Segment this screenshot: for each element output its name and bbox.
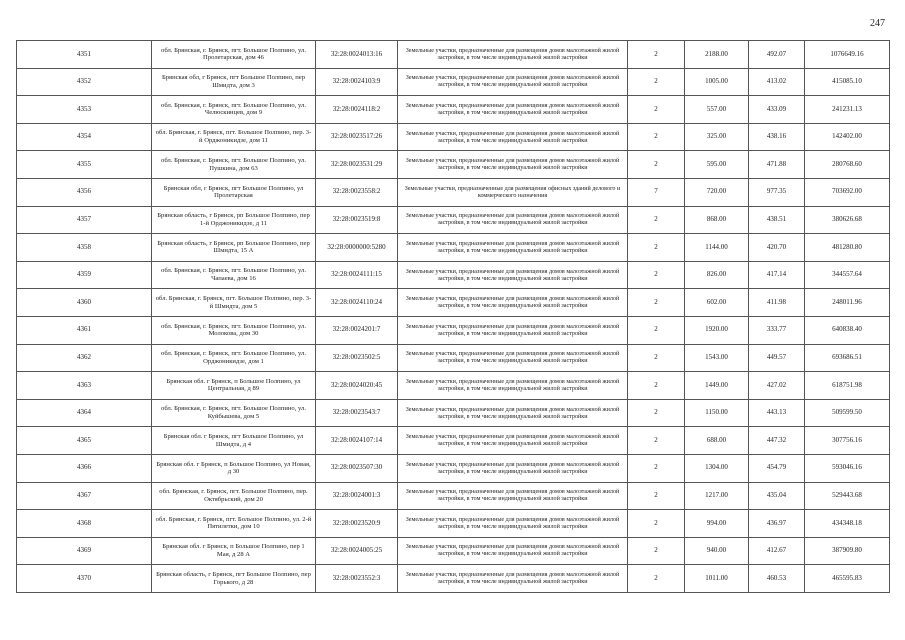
specific-value-cell: 411.98 <box>749 289 805 317</box>
table-row <box>17 178 890 206</box>
permitted-use-cell: Земельные участки, предназначенные для размещения домов малоэтажной жилой застройки, в том числе индивидуальной жилой застройки <box>398 316 628 344</box>
row-number-cell: 4353 <box>17 96 152 124</box>
use-group-cell: 7 <box>628 178 685 206</box>
row-number-cell: 4356 <box>17 178 152 206</box>
cadastral-value-cell: 142402.00 <box>805 123 890 151</box>
permitted-use-cell: Земельные участки, предназначенные для размещения домов малоэтажной жилой застройки, в том числе индивидуальной жилой застройки <box>398 41 628 69</box>
permitted-use-cell: Земельные участки, предназначенные для размещения домов малоэтажной жилой застройки, в том числе индивидуальной жилой застройки <box>398 537 628 565</box>
cadastral-value-cell: 248011.96 <box>805 289 890 317</box>
table-row <box>17 316 890 344</box>
address-cell: обл. Брянская, г. Брянск, пгт. Большое Полпино, ул. Челюскинцев, дом 9 <box>152 96 316 124</box>
area-cell: 868.00 <box>685 206 749 234</box>
table-row <box>17 399 890 427</box>
specific-value-cell: 449.57 <box>749 344 805 372</box>
use-group-cell: 2 <box>628 537 685 565</box>
table-row <box>17 537 890 565</box>
cadastral-value-cell: 387909.80 <box>805 537 890 565</box>
row-number-cell: 4354 <box>17 123 152 151</box>
address-cell: обл. Брянская, г. Брянск, пгт. Большое Полпино, пер. 3-й Шмидта, дом 5 <box>152 289 316 317</box>
cadastral-number-cell: 32:28:0024020:45 <box>316 372 398 400</box>
cadastral-value-cell: 415085.10 <box>805 68 890 96</box>
cadastral-number-cell: 32:28:0024201:7 <box>316 316 398 344</box>
use-group-cell: 2 <box>628 565 685 593</box>
table-row <box>17 68 890 96</box>
cadastral-value-cell: 703692.00 <box>805 178 890 206</box>
cadastral-number-cell: 32:28:0023558:2 <box>316 178 398 206</box>
specific-value-cell: 460.53 <box>749 565 805 593</box>
cadastral-value-cell: 593046.16 <box>805 454 890 482</box>
specific-value-cell: 443.13 <box>749 399 805 427</box>
table-row <box>17 261 890 289</box>
cadastral-value-cell: 529443.68 <box>805 482 890 510</box>
table-row <box>17 482 890 510</box>
table-row <box>17 565 890 593</box>
address-cell: Брянская обл. г Брянск, п Большое Полпино, пер 1 Мая, д 28 А <box>152 537 316 565</box>
cadastral-number-cell: 32:28:0023502:5 <box>316 344 398 372</box>
cadastral-value-cell: 307756.16 <box>805 427 890 455</box>
specific-value-cell: 492.07 <box>749 41 805 69</box>
cadastral-value-cell: 481280.80 <box>805 234 890 262</box>
specific-value-cell: 471.88 <box>749 151 805 179</box>
table-row <box>17 151 890 179</box>
address-cell: Брянская область, г Брянск, рп Большое Полпино, пер Шмидта, 15 А <box>152 234 316 262</box>
permitted-use-cell: Земельные участки, предназначенные для размещения домов малоэтажной жилой застройки, в том числе индивидуальной жилой застройки <box>398 68 628 96</box>
cadastral-number-cell: 32:28:0024001:3 <box>316 482 398 510</box>
cadastral-value-cell: 618751.98 <box>805 372 890 400</box>
address-cell: Брянская обл. г Брянск, п Большое Полпино, ул Центральная, д 89 <box>152 372 316 400</box>
cadastral-value-cell: 344557.64 <box>805 261 890 289</box>
row-number-cell: 4355 <box>17 151 152 179</box>
cadastral-number-cell: 32:28:0023517:26 <box>316 123 398 151</box>
use-group-cell: 2 <box>628 151 685 179</box>
area-cell: 826.00 <box>685 261 749 289</box>
permitted-use-cell: Земельные участки, предназначенные для размещения домов малоэтажной жилой застройки, в том числе индивидуальной жилой застройки <box>398 206 628 234</box>
address-cell: обл. Брянская, г. Брянск, пгт. Большое Полпино, пер. Октябрьский, дом 20 <box>152 482 316 510</box>
area-cell: 557.00 <box>685 96 749 124</box>
cadastral-value-cell: 1076649.16 <box>805 41 890 69</box>
cadastral-number-cell: 32:28:0023552:3 <box>316 565 398 593</box>
permitted-use-cell: Земельные участки, предназначенные для размещения домов малоэтажной жилой застройки, в том числе индивидуальной жилой застройки <box>398 372 628 400</box>
row-number-cell: 4365 <box>17 427 152 455</box>
area-cell: 2188.00 <box>685 41 749 69</box>
permitted-use-cell: Земельные участки, предназначенные для размещения домов малоэтажной жилой застройки, в том числе индивидуальной жилой застройки <box>398 510 628 538</box>
use-group-cell: 2 <box>628 372 685 400</box>
specific-value-cell: 438.51 <box>749 206 805 234</box>
specific-value-cell: 977.35 <box>749 178 805 206</box>
use-group-cell: 2 <box>628 206 685 234</box>
area-cell: 940.00 <box>685 537 749 565</box>
cadastral-value-cell: 241231.13 <box>805 96 890 124</box>
row-number-cell: 4361 <box>17 316 152 344</box>
area-cell: 1920.00 <box>685 316 749 344</box>
permitted-use-cell: Земельные участки, предназначенные для размещения домов малоэтажной жилой застройки, в том числе индивидуальной жилой застройки <box>398 151 628 179</box>
address-cell: обл. Брянская, г. Брянск, пгт. Большое Полпино, ул. Чапаева, дом 16 <box>152 261 316 289</box>
permitted-use-cell: Земельные участки, предназначенные для размещения домов малоэтажной жилой застройки, в том числе индивидуальной жилой застройки <box>398 399 628 427</box>
row-number-cell: 4352 <box>17 68 152 96</box>
row-number-cell: 4362 <box>17 344 152 372</box>
row-number-cell: 4359 <box>17 261 152 289</box>
area-cell: 602.00 <box>685 289 749 317</box>
use-group-cell: 2 <box>628 289 685 317</box>
use-group-cell: 2 <box>628 399 685 427</box>
cadastral-number-cell: 32:28:0023507:30 <box>316 454 398 482</box>
table-row <box>17 344 890 372</box>
address-cell: обл. Брянская, г. Брянск, пгт. Большое Полпино, ул. Куйбышева, дом 5 <box>152 399 316 427</box>
area-cell: 688.00 <box>685 427 749 455</box>
row-number-cell: 4360 <box>17 289 152 317</box>
address-cell: Брянская обл, г Брянск, пгт Большое Полпино, ул Пролетарская <box>152 178 316 206</box>
address-cell: Брянская обл. г Брянск, пгт Большое Полпино, ул Шмидта, д 4 <box>152 427 316 455</box>
cadastral-value-cell: 465595.83 <box>805 565 890 593</box>
specific-value-cell: 420.70 <box>749 234 805 262</box>
cadastral-number-cell: 32:28:0023520:9 <box>316 510 398 538</box>
permitted-use-cell: Земельные участки, предназначенные для размещения домов малоэтажной жилой застройки, в том числе индивидуальной жилой застройки <box>398 482 628 510</box>
specific-value-cell: 435.04 <box>749 482 805 510</box>
area-cell: 1449.00 <box>685 372 749 400</box>
use-group-cell: 2 <box>628 68 685 96</box>
use-group-cell: 2 <box>628 123 685 151</box>
specific-value-cell: 427.02 <box>749 372 805 400</box>
table-row <box>17 427 890 455</box>
cadastral-number-cell: 32:28:0024103:9 <box>316 68 398 96</box>
table-row <box>17 289 890 317</box>
area-cell: 720.00 <box>685 178 749 206</box>
area-cell: 1150.00 <box>685 399 749 427</box>
specific-value-cell: 413.02 <box>749 68 805 96</box>
specific-value-cell: 433.09 <box>749 96 805 124</box>
use-group-cell: 2 <box>628 261 685 289</box>
row-number-cell: 4370 <box>17 565 152 593</box>
address-cell: обл. Брянская, г. Брянск, пгт. Большое Полпино, пер. 3-й Орджоникидзе, дом 11 <box>152 123 316 151</box>
permitted-use-cell: Земельные участки, предназначенные для размещения домов малоэтажной жилой застройки, в том числе индивидуальной жилой застройки <box>398 96 628 124</box>
table-row <box>17 454 890 482</box>
area-cell: 1005.00 <box>685 68 749 96</box>
cadastral-number-cell: 32:28:0023543:7 <box>316 399 398 427</box>
use-group-cell: 2 <box>628 427 685 455</box>
use-group-cell: 2 <box>628 41 685 69</box>
cadastral-value-cell: 693686.51 <box>805 344 890 372</box>
address-cell: Брянская обл, г Брянск, пгт Большое Полпино, пер Шмидта, дом 3 <box>152 68 316 96</box>
use-group-cell: 2 <box>628 96 685 124</box>
cadastral-value-cell: 434348.18 <box>805 510 890 538</box>
use-group-cell: 2 <box>628 344 685 372</box>
specific-value-cell: 417.14 <box>749 261 805 289</box>
permitted-use-cell: Земельные участки, предназначенные для размещения домов малоэтажной жилой застройки, в том числе индивидуальной жилой застройки <box>398 427 628 455</box>
use-group-cell: 2 <box>628 482 685 510</box>
row-number-cell: 4351 <box>17 41 152 69</box>
row-number-cell: 4357 <box>17 206 152 234</box>
row-number-cell: 4358 <box>17 234 152 262</box>
permitted-use-cell: Земельные участки, предназначенные для размещения домов малоэтажной жилой застройки, в том числе индивидуальной жилой застройки <box>398 289 628 317</box>
cadastral-number-cell: 32:28:0023519:8 <box>316 206 398 234</box>
area-cell: 595.00 <box>685 151 749 179</box>
specific-value-cell: 454.79 <box>749 454 805 482</box>
specific-value-cell: 412.67 <box>749 537 805 565</box>
row-number-cell: 4366 <box>17 454 152 482</box>
specific-value-cell: 333.77 <box>749 316 805 344</box>
permitted-use-cell: Земельные участки, предназначенные для размещения домов малоэтажной жилой застройки, в том числе индивидуальной жилой застройки <box>398 261 628 289</box>
cadastral-value-cell: 280768.60 <box>805 151 890 179</box>
area-cell: 994.00 <box>685 510 749 538</box>
specific-value-cell: 438.16 <box>749 123 805 151</box>
permitted-use-cell: Земельные участки, предназначенные для размещения домов малоэтажной жилой застройки, в том числе индивидуальной жилой застройки <box>398 344 628 372</box>
address-cell: Брянская обл. г Брянск, п Большое Полпино, ул Новая, д 30 <box>152 454 316 482</box>
table-row <box>17 206 890 234</box>
table-row <box>17 96 890 124</box>
row-number-cell: 4364 <box>17 399 152 427</box>
table-row <box>17 510 890 538</box>
area-cell: 1543.00 <box>685 344 749 372</box>
cadastral-number-cell: 32:28:0024111:15 <box>316 261 398 289</box>
table-row <box>17 123 890 151</box>
permitted-use-cell: Земельные участки, предназначенные для размещения домов малоэтажной жилой застройки, в том числе индивидуальной жилой застройки <box>398 123 628 151</box>
area-cell: 1011.00 <box>685 565 749 593</box>
area-cell: 1304.00 <box>685 454 749 482</box>
address-cell: Брянская область, г Брянск, пгт Большое Полпино, пер Горького, д 28 <box>152 565 316 593</box>
row-number-cell: 4367 <box>17 482 152 510</box>
permitted-use-cell: Земельные участки, предназначенные для размещения домов малоэтажной жилой застройки, в том числе индивидуальной жилой застройки <box>398 454 628 482</box>
use-group-cell: 2 <box>628 454 685 482</box>
area-cell: 325.00 <box>685 123 749 151</box>
address-cell: обл. Брянская, г. Брянск, пгт. Большое Полпино, ул. Молокова, дом 30 <box>152 316 316 344</box>
permitted-use-cell: Земельные участки, предназначенные для размещения домов малоэтажной жилой застройки, в том числе индивидуальной жилой застройки <box>398 565 628 593</box>
permitted-use-cell: Земельные участки, предназначенные для размещения домов малоэтажной жилой застройки, в том числе индивидуальной жилой застройки <box>398 234 628 262</box>
cadastral-number-cell: 32:28:0024107:14 <box>316 427 398 455</box>
table-row <box>17 234 890 262</box>
area-cell: 1217.00 <box>685 482 749 510</box>
area-cell: 1144.00 <box>685 234 749 262</box>
address-cell: обл. Брянская, г. Брянск, пгт. Большое Полпино, ул. Пушкина, дом 63 <box>152 151 316 179</box>
cadastral-number-cell: 32:28:0024110:24 <box>316 289 398 317</box>
use-group-cell: 2 <box>628 234 685 262</box>
cadastral-number-cell: 32:28:0024013:16 <box>316 41 398 69</box>
row-number-cell: 4369 <box>17 537 152 565</box>
address-cell: Брянская область, г Брянск, рп Большое Полпино, пер 1-й Орджоникидзе, д 11 <box>152 206 316 234</box>
cadastral-value-cell: 640838.40 <box>805 316 890 344</box>
specific-value-cell: 447.32 <box>749 427 805 455</box>
row-number-cell: 4368 <box>17 510 152 538</box>
cadastral-value-cell: 380626.68 <box>805 206 890 234</box>
permitted-use-cell: Земельные участки, предназначенные для размещения офисных зданий делового и коммерческого назначения <box>398 178 628 206</box>
page-number: 247 <box>870 18 885 29</box>
cadastral-number-cell: 32:28:0000000:5280 <box>316 234 398 262</box>
specific-value-cell: 436.97 <box>749 510 805 538</box>
address-cell: обл. Брянская, г. Брянск, пгт. Большое Полпино, ул. 2-й Пятилетки, дом 10 <box>152 510 316 538</box>
cadastral-value-cell: 509599.50 <box>805 399 890 427</box>
cadastral-number-cell: 32:28:0023531:29 <box>316 151 398 179</box>
use-group-cell: 2 <box>628 316 685 344</box>
table-row <box>17 41 890 69</box>
address-cell: обл. Брянская, г. Брянск, пгт. Большое Полпино, ул. Орджоникидзе, дом 1 <box>152 344 316 372</box>
land-plot-table <box>16 40 890 593</box>
row-number-cell: 4363 <box>17 372 152 400</box>
address-cell: обл. Брянская, г. Брянск, пгт. Большое Полпино, ул. Пролетарская, дом 46 <box>152 41 316 69</box>
cadastral-number-cell: 32:28:0024118:2 <box>316 96 398 124</box>
cadastral-number-cell: 32:28:0024005:25 <box>316 537 398 565</box>
use-group-cell: 2 <box>628 510 685 538</box>
table-row <box>17 372 890 400</box>
